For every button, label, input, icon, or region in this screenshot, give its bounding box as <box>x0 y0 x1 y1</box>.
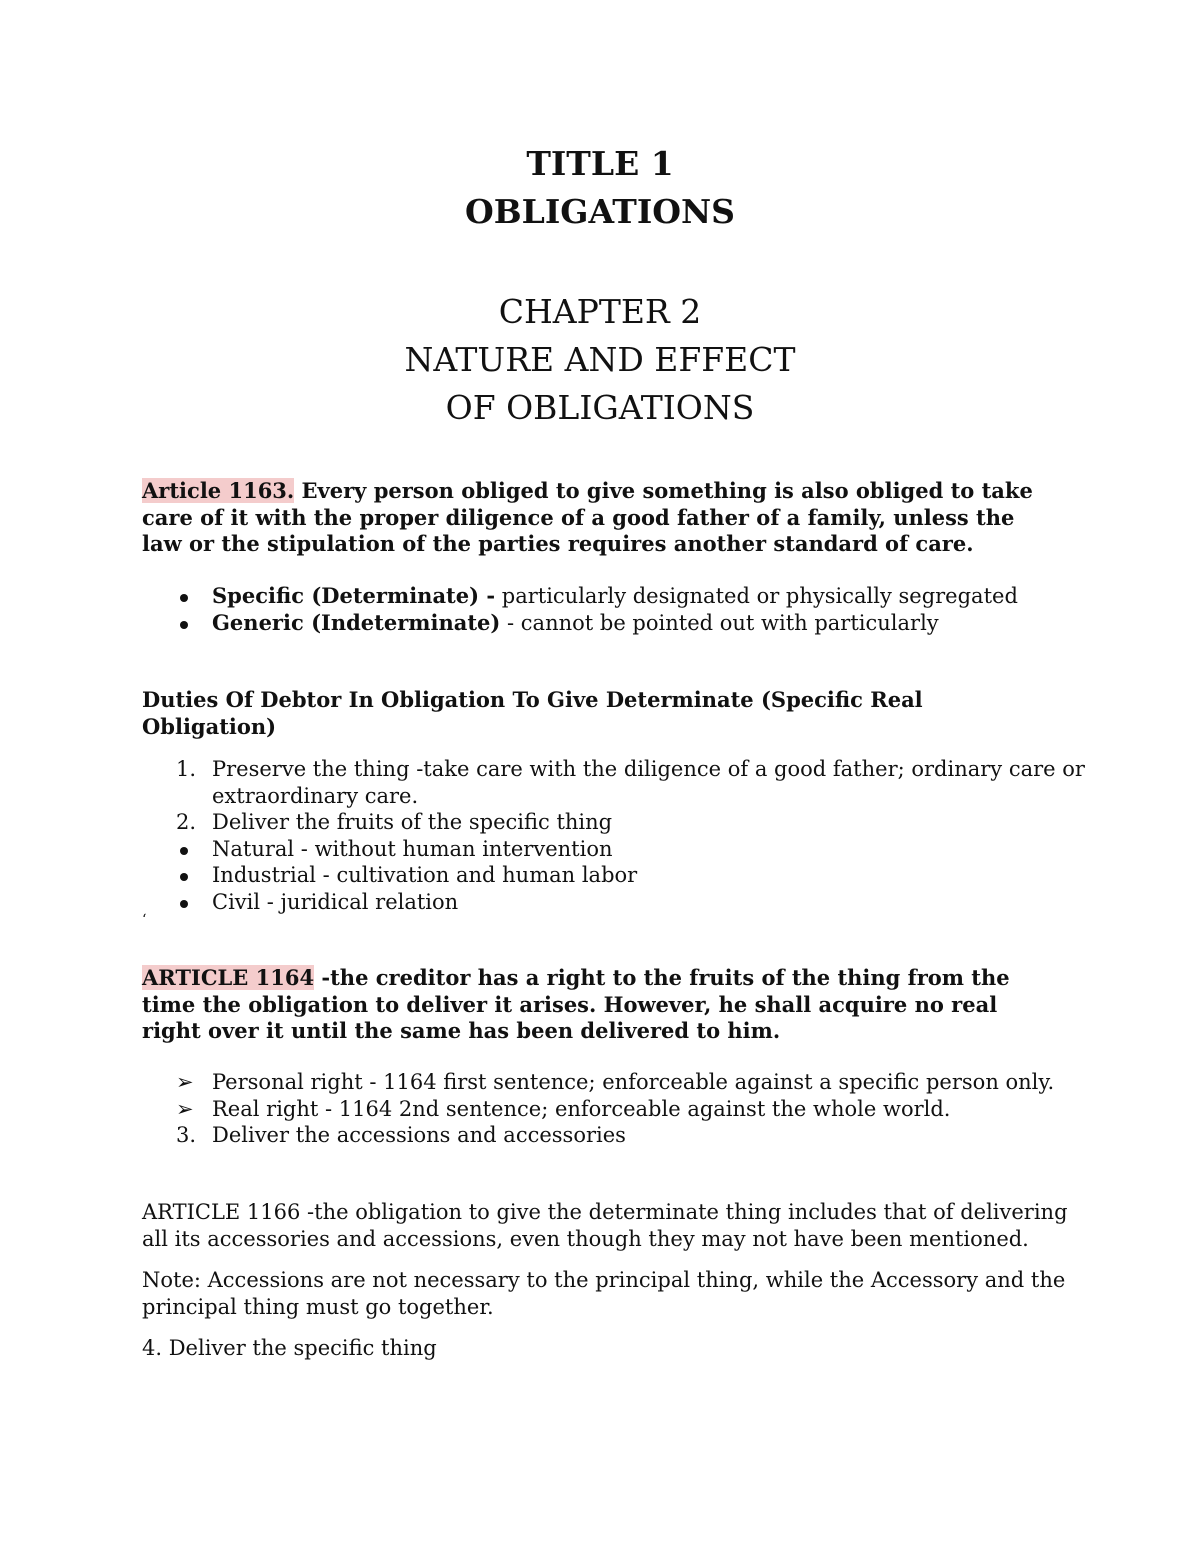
list-item: Specific (Determinate) - particularly designated or physically segregated <box>142 583 1072 610</box>
arrow-bullet-icon: ➢ <box>176 1070 194 1094</box>
list-item: Civil - juridical relation <box>142 889 1072 916</box>
list-item: 3. Deliver the accessions and accessories <box>176 1123 626 1147</box>
article-1164-text-3: right over it until the same has been delivered to him. <box>142 1018 781 1043</box>
article-1164-label: ARTICLE 1164 <box>142 965 315 990</box>
stray-quote-mark: ‘ <box>142 912 147 928</box>
article-1166-paragraph: ARTICLE 1166 -the obligation to give the determinate thing includes that of delivering all its accessories and accessions, even though they may not have been mentioned. <box>142 1200 1068 1251</box>
bullet-icon <box>180 847 188 855</box>
chapter-heading <box>0 288 1200 432</box>
kinds-list <box>142 583 1072 636</box>
article-1163-text-2: care of it with the proper diligence of a good father of a family, unless the <box>142 504 1015 530</box>
list-item: Industrial - cultivation and human labor <box>142 862 1072 889</box>
rights-list <box>142 1069 1072 1149</box>
article-1163-text-1: Every person obliged to give something is also obliged to take <box>294 478 1033 503</box>
list-item: 1. Preserve the thing -take care with the diligence of a good father; ordinary care or extraordinary care. <box>176 757 1085 808</box>
title-line-1: TITLE 1 <box>526 144 674 183</box>
chapter-line-1: CHAPTER 2 <box>498 292 702 331</box>
list-item: 2. Deliver the fruits of the specific thing <box>176 810 613 834</box>
list-item: Generic (Indeterminate) - cannot be pointed out with particularly <box>142 610 1072 637</box>
bullet-icon <box>180 621 188 629</box>
title-heading <box>0 140 1200 236</box>
note-paragraph: Note: Accessions are not necessary to the principal thing, while the Accessory and the principal thing must go together. <box>142 1268 1066 1319</box>
list-item: Natural - without human intervention <box>142 836 1072 863</box>
article-1163-text-3: law or the stipulation of the parties requires another standard of care. <box>142 531 974 556</box>
list-item: ➢ Real right - 1164 2nd sentence; enforceable against the whole world. <box>176 1096 951 1121</box>
title-line-2: OBLIGATIONS <box>465 192 735 231</box>
bullet-icon <box>180 594 188 602</box>
chapter-line-3: OF OBLIGATIONS <box>445 388 755 427</box>
bullet-icon <box>180 873 188 881</box>
article-1163-paragraph <box>142 478 1072 558</box>
list-item: ➢ Personal right - 1164 first sentence; enforceable against a specific person only. <box>176 1070 1055 1094</box>
bullet-icon <box>180 900 188 908</box>
article-1164-text-2: time the obligation to deliver it arises. However, he shall acquire no real <box>142 991 998 1017</box>
arrow-bullet-icon: ➢ <box>176 1096 194 1121</box>
article-1163-label: Article 1163. <box>142 478 295 503</box>
item-4-paragraph: 4. Deliver the specific thing <box>142 1336 437 1360</box>
chapter-line-2: NATURE AND EFFECT <box>404 340 796 379</box>
article-1164-text-1: -the creditor has a right to the fruits of the thing from the <box>314 965 1010 990</box>
article-1164-paragraph <box>142 965 1072 1045</box>
duties-list <box>142 756 1085 915</box>
duties-heading: Duties Of Debtor In Obligation To Give Determinate (Specific Real Obligation) <box>142 687 923 739</box>
